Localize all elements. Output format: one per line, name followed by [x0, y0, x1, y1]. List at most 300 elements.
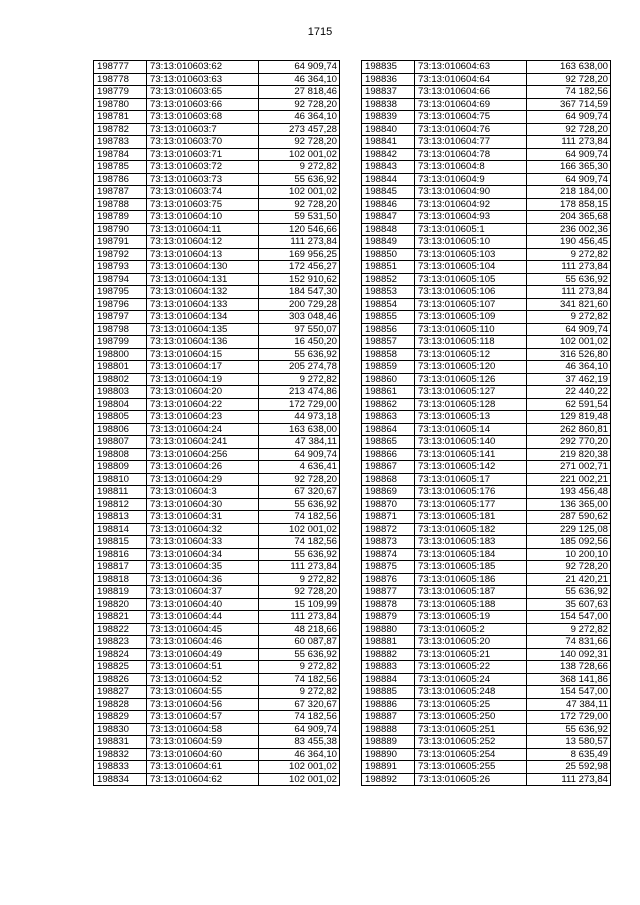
cadastral-value: 67 320,67: [259, 486, 340, 499]
row-number: 198826: [94, 673, 147, 686]
table-row: [362, 561, 611, 574]
cadastral-value: 13 580,57: [527, 736, 611, 749]
cadastral-number: 73:13:010605:19: [415, 611, 527, 624]
cadastral-number: 73:13:010604:90: [415, 186, 527, 199]
cadastral-number: 73:13:010605:184: [415, 548, 527, 561]
table-row: [362, 236, 611, 249]
cadastral-number: 73:13:010605:13: [415, 411, 527, 424]
cadastral-value: 48 218,66: [259, 623, 340, 636]
row-number: 198862: [362, 398, 415, 411]
cadastral-number: 73:13:010604:92: [415, 198, 527, 211]
row-number: 198832: [94, 748, 147, 761]
cadastral-value: 21 420,21: [527, 573, 611, 586]
row-number: 198864: [362, 423, 415, 436]
cadastral-number: 73:13:010605:176: [415, 486, 527, 499]
row-number: 198839: [362, 111, 415, 124]
cadastral-number: 73:13:010604:20: [147, 386, 259, 399]
row-number: 198877: [362, 586, 415, 599]
cadastral-number: 73:13:010603:7: [147, 123, 259, 136]
cadastral-number: 73:13:010604:24: [147, 423, 259, 436]
cadastral-value: 111 273,84: [527, 286, 611, 299]
cadastral-number: 73:13:010604:58: [147, 723, 259, 736]
table-row: [362, 473, 611, 486]
table-row: [94, 386, 340, 399]
table-row: [94, 423, 340, 436]
cadastral-number: 73:13:010605:187: [415, 586, 527, 599]
cadastral-value: 292 770,20: [527, 436, 611, 449]
cadastral-value: 287 590,62: [527, 511, 611, 524]
row-number: 198865: [362, 436, 415, 449]
cadastral-number: 73:13:010604:45: [147, 623, 259, 636]
row-number: 198804: [94, 398, 147, 411]
cadastral-value: 46 364,10: [259, 73, 340, 86]
cadastral-value: 55 636,92: [259, 648, 340, 661]
table-row: [94, 411, 340, 424]
table-row: [94, 611, 340, 624]
cadastral-value: 64 909,74: [259, 723, 340, 736]
row-number: 198827: [94, 686, 147, 699]
cadastral-number: 73:13:010605:14: [415, 423, 527, 436]
table-row: [362, 123, 611, 136]
table-row: [362, 648, 611, 661]
row-number: 198883: [362, 661, 415, 674]
table-row: [362, 411, 611, 424]
row-number: 198816: [94, 548, 147, 561]
cadastral-value: 46 364,10: [259, 111, 340, 124]
table-row: [94, 211, 340, 224]
cadastral-number: 73:13:010603:71: [147, 148, 259, 161]
cadastral-value: 74 182,56: [259, 673, 340, 686]
cadastral-value: 64 909,74: [527, 111, 611, 124]
cadastral-number: 73:13:010604:15: [147, 348, 259, 361]
cadastral-number: 73:13:010605:105: [415, 273, 527, 286]
row-number: 198777: [94, 61, 147, 74]
cadastral-value: 178 858,15: [527, 198, 611, 211]
row-number: 198880: [362, 623, 415, 636]
page-number: 1715: [307, 26, 333, 38]
table-row: [362, 248, 611, 261]
cadastral-number: 73:13:010604:135: [147, 323, 259, 336]
row-number: 198858: [362, 348, 415, 361]
row-number: 198780: [94, 98, 147, 111]
cadastral-value: 205 274,78: [259, 361, 340, 374]
table-row: [94, 498, 340, 511]
row-number: 198888: [362, 723, 415, 736]
cadastral-number: 73:13:010604:75: [415, 111, 527, 124]
cadastral-value: 271 002,71: [527, 461, 611, 474]
cadastral-number: 73:13:010604:77: [415, 136, 527, 149]
table-row: [362, 461, 611, 474]
row-number: 198789: [94, 211, 147, 224]
table-row: [362, 498, 611, 511]
row-number: 198892: [362, 773, 415, 786]
cadastral-number: 73:13:010605:24: [415, 673, 527, 686]
table-row: [362, 548, 611, 561]
cadastral-number: 73:13:010604:32: [147, 523, 259, 536]
cadastral-value: 152 910,62: [259, 273, 340, 286]
table-row: [362, 536, 611, 549]
row-number: 198871: [362, 511, 415, 524]
table-row: [94, 636, 340, 649]
row-number: 198854: [362, 298, 415, 311]
cadastral-value: 55 636,92: [259, 348, 340, 361]
cadastral-value: 154 547,00: [527, 686, 611, 699]
table-row: [362, 223, 611, 236]
table-row: [94, 623, 340, 636]
row-number: 198884: [362, 673, 415, 686]
cadastral-number: 73:13:010605:22: [415, 661, 527, 674]
cadastral-value: 169 956,25: [259, 248, 340, 261]
cadastral-value: 303 048,46: [259, 311, 340, 324]
cadastral-number: 73:13:010603:72: [147, 161, 259, 174]
row-number: 198872: [362, 523, 415, 536]
cadastral-number: 73:13:010605:248: [415, 686, 527, 699]
row-number: 198806: [94, 423, 147, 436]
cadastral-value: 74 182,56: [259, 511, 340, 524]
row-number: 198793: [94, 261, 147, 274]
row-number: 198847: [362, 211, 415, 224]
cadastral-number: 73:13:010604:56: [147, 698, 259, 711]
table-row: [94, 698, 340, 711]
cadastral-number: 73:13:010604:131: [147, 273, 259, 286]
table-row: [362, 261, 611, 274]
table-row: [362, 98, 611, 111]
cadastral-number: 73:13:010604:17: [147, 361, 259, 374]
table-row: [362, 136, 611, 149]
table-row: [362, 586, 611, 599]
table-row: [94, 173, 340, 186]
table-row: [362, 361, 611, 374]
table-row: [362, 423, 611, 436]
row-number: 198787: [94, 186, 147, 199]
table-row: [362, 736, 611, 749]
cadastral-value: 64 909,74: [527, 323, 611, 336]
row-number: 198849: [362, 236, 415, 249]
cadastral-value: 92 728,20: [527, 561, 611, 574]
cadastral-value: 193 456,48: [527, 486, 611, 499]
table-row: [94, 748, 340, 761]
row-number: 198795: [94, 286, 147, 299]
table-row: [362, 711, 611, 724]
cadastral-value: 22 440,22: [527, 386, 611, 399]
cadastral-value: 163 638,00: [527, 61, 611, 74]
row-number: 198845: [362, 186, 415, 199]
cadastral-value: 62 591,54: [527, 398, 611, 411]
cadastral-value: 9 272,82: [259, 161, 340, 174]
cadastral-number: 73:13:010603:68: [147, 111, 259, 124]
cadastral-number: 73:13:010604:11: [147, 223, 259, 236]
row-number: 198875: [362, 561, 415, 574]
cadastral-value: 37 462,19: [527, 373, 611, 386]
row-number: 198879: [362, 611, 415, 624]
cadastral-value: 35 607,63: [527, 598, 611, 611]
cadastral-value: 172 729,00: [527, 711, 611, 724]
cadastral-number: 73:13:010604:35: [147, 561, 259, 574]
row-number: 198861: [362, 386, 415, 399]
row-number: 198873: [362, 536, 415, 549]
cadastral-value: 111 273,84: [527, 261, 611, 274]
row-number: 198805: [94, 411, 147, 424]
row-number: 198796: [94, 298, 147, 311]
table-row: [362, 173, 611, 186]
row-number: 198785: [94, 161, 147, 174]
table-row: [94, 323, 340, 336]
table-row: [362, 211, 611, 224]
table-row: [94, 773, 340, 786]
row-number: 198843: [362, 161, 415, 174]
row-number: 198788: [94, 198, 147, 211]
table-row: [362, 723, 611, 736]
row-number: 198834: [94, 773, 147, 786]
cadastral-number: 73:13:010605:252: [415, 736, 527, 749]
table-row: [362, 748, 611, 761]
row-number: 198828: [94, 698, 147, 711]
cadastral-value: 92 728,20: [259, 98, 340, 111]
row-number: 198813: [94, 511, 147, 524]
cadastral-number: 73:13:010604:36: [147, 573, 259, 586]
cadastral-number: 73:13:010604:62: [147, 773, 259, 786]
table-row: [94, 111, 340, 124]
table-row: [362, 686, 611, 699]
table-row: [94, 686, 340, 699]
cadastral-number: 73:13:010605:183: [415, 536, 527, 549]
cadastral-value: 92 728,20: [527, 123, 611, 136]
cadastral-number: 73:13:010604:55: [147, 686, 259, 699]
table-row: [94, 511, 340, 524]
row-number: 198844: [362, 173, 415, 186]
cadastral-value: 15 109,99: [259, 598, 340, 611]
cadastral-number: 73:13:010604:76: [415, 123, 527, 136]
cadastral-number: 73:13:010603:75: [147, 198, 259, 211]
cadastral-value: 9 272,82: [527, 623, 611, 636]
cadastral-number: 73:13:010604:60: [147, 748, 259, 761]
table-row: [94, 236, 340, 249]
cadastral-value: 64 909,74: [259, 61, 340, 74]
table-row: [94, 536, 340, 549]
table-row: [94, 261, 340, 274]
cadastral-value: 172 456,27: [259, 261, 340, 274]
row-number: 198830: [94, 723, 147, 736]
cadastral-value: 83 455,38: [259, 736, 340, 749]
table-row: [362, 86, 611, 99]
row-number: 198841: [362, 136, 415, 149]
row-number: 198797: [94, 311, 147, 324]
table-row: [362, 298, 611, 311]
cadastral-value: 9 272,82: [259, 686, 340, 699]
cadastral-value: 74 182,56: [259, 536, 340, 549]
cadastral-number: 73:13:010605:21: [415, 648, 527, 661]
cadastral-number: 73:13:010605:17: [415, 473, 527, 486]
cadastral-number: 73:13:010605:106: [415, 286, 527, 299]
cadastral-value: 204 365,68: [527, 211, 611, 224]
row-number: 198886: [362, 698, 415, 711]
cadastral-value: 136 365,00: [527, 498, 611, 511]
table-row: [94, 561, 340, 574]
row-number: 198856: [362, 323, 415, 336]
row-number: 198876: [362, 573, 415, 586]
table-row: [94, 98, 340, 111]
table-row: [362, 336, 611, 349]
cadastral-number: 73:13:010605:181: [415, 511, 527, 524]
row-number: 198836: [362, 73, 415, 86]
table-row: [94, 61, 340, 74]
cadastral-value: 64 909,74: [527, 173, 611, 186]
cadastral-value: 46 364,10: [259, 748, 340, 761]
table-row: [362, 161, 611, 174]
cadastral-number: 73:13:010604:10: [147, 211, 259, 224]
row-number: 198889: [362, 736, 415, 749]
cadastral-number: 73:13:010605:177: [415, 498, 527, 511]
table-row: [362, 73, 611, 86]
table-row: [362, 286, 611, 299]
table-row: [94, 486, 340, 499]
cadastral-number: 73:13:010604:66: [415, 86, 527, 99]
cadastral-number: 73:13:010604:37: [147, 586, 259, 599]
cadastral-value: 262 860,81: [527, 423, 611, 436]
cadastral-value: 92 728,20: [259, 198, 340, 211]
cadastral-number: 73:13:010604:136: [147, 336, 259, 349]
table-row: [94, 723, 340, 736]
row-number: 198838: [362, 98, 415, 111]
cadastral-number: 73:13:010604:46: [147, 636, 259, 649]
table-row: [362, 661, 611, 674]
cadastral-number: 73:13:010604:93: [415, 211, 527, 224]
cadastral-number: 73:13:010605:250: [415, 711, 527, 724]
cadastral-value: 102 001,02: [259, 773, 340, 786]
cadastral-value: 97 550,07: [259, 323, 340, 336]
cadastral-value: 55 636,92: [259, 173, 340, 186]
cadastral-value: 74 182,56: [527, 86, 611, 99]
row-number: 198870: [362, 498, 415, 511]
cadastral-value: 55 636,92: [259, 498, 340, 511]
row-number: 198878: [362, 598, 415, 611]
row-number: 198881: [362, 636, 415, 649]
table-row: [362, 573, 611, 586]
row-number: 198799: [94, 336, 147, 349]
row-number: 198829: [94, 711, 147, 724]
table-row: [362, 323, 611, 336]
row-number: 198821: [94, 611, 147, 624]
cadastral-number: 73:13:010605:110: [415, 323, 527, 336]
cadastral-value: 46 364,10: [527, 361, 611, 374]
cadastral-number: 73:13:010603:70: [147, 136, 259, 149]
cadastral-value: 229 125,08: [527, 523, 611, 536]
cadastral-value: 60 087,87: [259, 636, 340, 649]
table-row: [94, 161, 340, 174]
row-number: 198823: [94, 636, 147, 649]
cadastral-number: 73:13:010605:118: [415, 336, 527, 349]
cadastral-value: 9 272,82: [527, 248, 611, 261]
table-row: [94, 186, 340, 199]
cadastral-number: 73:13:010604:241: [147, 436, 259, 449]
row-number: 198842: [362, 148, 415, 161]
cadastral-value: 172 729,00: [259, 398, 340, 411]
cadastral-number: 73:13:010604:19: [147, 373, 259, 386]
cadastral-value: 64 909,74: [527, 148, 611, 161]
row-number: 198885: [362, 686, 415, 699]
table-row: [362, 523, 611, 536]
cadastral-value: 67 320,67: [259, 698, 340, 711]
table-row: [94, 286, 340, 299]
cadastral-number: 73:13:010604:22: [147, 398, 259, 411]
cadastral-value: 47 384,11: [259, 436, 340, 449]
cadastral-number: 73:13:010605:10: [415, 236, 527, 249]
cadastral-value: 213 474,86: [259, 386, 340, 399]
row-number: 198782: [94, 123, 147, 136]
table-row: [94, 148, 340, 161]
table-row: [362, 636, 611, 649]
table-row: [362, 61, 611, 74]
row-number: 198810: [94, 473, 147, 486]
cadastral-number: 73:13:010605:128: [415, 398, 527, 411]
row-number: 198809: [94, 461, 147, 474]
table-row: [362, 448, 611, 461]
cadastral-number: 73:13:010604:61: [147, 761, 259, 774]
cadastral-number: 73:13:010604:69: [415, 98, 527, 111]
cadastral-number: 73:13:010604:13: [147, 248, 259, 261]
table-row: [94, 448, 340, 461]
cadastral-number: 73:13:010604:78: [415, 148, 527, 161]
row-number: 198808: [94, 448, 147, 461]
row-number: 198815: [94, 536, 147, 549]
row-number: 198850: [362, 248, 415, 261]
table-row: [94, 311, 340, 324]
cadastral-number: 73:13:010604:51: [147, 661, 259, 674]
table-row: [362, 148, 611, 161]
cadastral-value: 9 272,82: [259, 573, 340, 586]
cadastral-number: 73:13:010604:57: [147, 711, 259, 724]
cadastral-number: 73:13:010605:185: [415, 561, 527, 574]
table-row: [362, 698, 611, 711]
cadastral-value: 44 973,18: [259, 411, 340, 424]
row-number: 198874: [362, 548, 415, 561]
row-number: 198859: [362, 361, 415, 374]
cadastral-number: 73:13:010604:59: [147, 736, 259, 749]
row-number: 198882: [362, 648, 415, 661]
cadastral-value: 59 531,50: [259, 211, 340, 224]
row-number: 198837: [362, 86, 415, 99]
row-number: 198783: [94, 136, 147, 149]
row-number: 198825: [94, 661, 147, 674]
table-row: [94, 648, 340, 661]
row-number: 198820: [94, 598, 147, 611]
cadastral-value: 111 273,84: [259, 561, 340, 574]
cadastral-number: 73:13:010604:64: [415, 73, 527, 86]
cadastral-value: 111 273,84: [259, 236, 340, 249]
table-row: [362, 436, 611, 449]
table-row: [94, 361, 340, 374]
cadastral-value: 120 546,66: [259, 223, 340, 236]
cadastral-number: 73:13:010605:186: [415, 573, 527, 586]
cadastral-number: 73:13:010605:1: [415, 223, 527, 236]
table-row: [94, 523, 340, 536]
table-row: [94, 661, 340, 674]
row-number: 198778: [94, 73, 147, 86]
table-row: [94, 73, 340, 86]
cadastral-number: 73:13:010603:65: [147, 86, 259, 99]
row-number: 198790: [94, 223, 147, 236]
cadastral-number: 73:13:010604:256: [147, 448, 259, 461]
cadastral-value: 92 728,20: [259, 473, 340, 486]
row-number: 198840: [362, 123, 415, 136]
cadastral-value: 92 728,20: [259, 136, 340, 149]
cadastral-number: 73:13:010603:74: [147, 186, 259, 199]
table-row: [94, 336, 340, 349]
row-number: 198798: [94, 323, 147, 336]
cadastral-number: 73:13:010604:134: [147, 311, 259, 324]
cadastral-number: 73:13:010604:12: [147, 236, 259, 249]
cadastral-value: 102 001,02: [527, 336, 611, 349]
